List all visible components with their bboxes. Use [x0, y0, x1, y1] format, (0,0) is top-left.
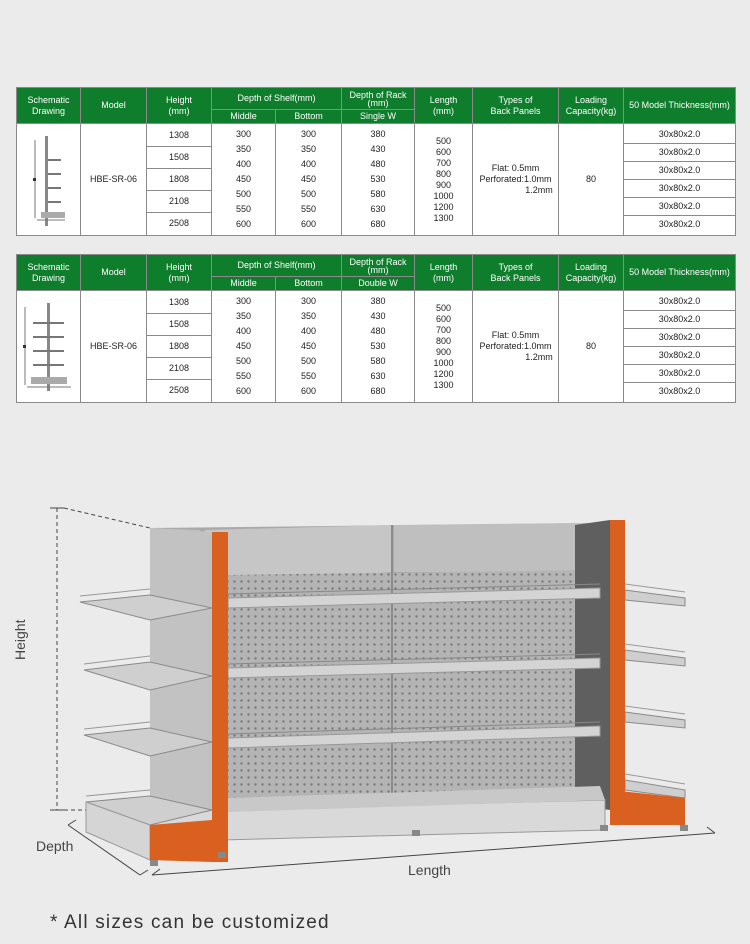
thickness-value: 30x80x2.0	[624, 365, 735, 383]
bottom-depths	[276, 124, 342, 236]
bottom-depth-value: 300	[300, 296, 317, 306]
height-value: 1308	[147, 292, 211, 314]
header-thickness: 50 Model Thickness(mm)	[624, 255, 736, 291]
middle-depth-value: 350	[235, 311, 252, 321]
rack-depth-value: 480	[370, 326, 386, 336]
header-length: Length (mm)	[415, 255, 473, 291]
length-value: 1200	[433, 368, 454, 379]
height-value: 1308	[147, 125, 211, 147]
height-value: 2108	[147, 191, 211, 213]
length-value: 600	[435, 146, 452, 157]
header-depth-shelf: Depth of Shelf(mm)	[212, 255, 342, 277]
schematic-drawing	[17, 291, 81, 403]
length-value: 800	[435, 335, 452, 346]
thickness-value: 30x80x2.0	[624, 383, 735, 401]
middle-depth-value: 300	[235, 296, 252, 306]
loading-capacity: 80	[559, 124, 624, 236]
header-depth-shelf: Depth of Shelf(mm)	[212, 88, 342, 110]
rack-depth-value: 630	[370, 204, 386, 214]
length-value: 500	[435, 302, 452, 313]
rack-type: Double W	[342, 277, 415, 291]
bottom-depth-value: 550	[300, 204, 317, 214]
header-schematic: Schematic Drawing	[17, 88, 81, 124]
middle-depth-value: 500	[235, 356, 252, 366]
bottom-depth-value: 450	[300, 174, 317, 184]
header-height: Height (mm)	[147, 88, 212, 124]
back-panel-types: Flat: 0.5mm Perforated:1.0mm 1.2mm	[473, 291, 559, 403]
bottom-depth-value: 500	[300, 356, 317, 366]
bottom-depths	[276, 291, 342, 403]
length-value: 1300	[433, 212, 454, 223]
bottom-depth-value: 400	[300, 326, 317, 336]
rack-depth-value: 630	[370, 371, 386, 381]
height-value: 1508	[147, 147, 211, 169]
rack-depth-value: 580	[370, 189, 386, 199]
rack-depth-value: 480	[370, 159, 386, 169]
height-value: 2108	[147, 358, 211, 380]
length-value: 900	[435, 179, 452, 190]
header-bottom: Bottom	[276, 277, 342, 291]
middle-depth-value: 500	[235, 189, 252, 199]
length-value: 600	[435, 313, 452, 324]
rack-depth-value: 430	[370, 144, 386, 154]
header-middle: Middle	[212, 110, 276, 124]
schematic-single-icon	[31, 130, 67, 230]
header-back-panels: Types of Back Panels	[473, 255, 559, 291]
header-bottom: Bottom	[276, 110, 342, 124]
rack-depth-value: 430	[370, 311, 386, 321]
middle-depth-value: 450	[235, 174, 252, 184]
rack-depth-value: 530	[370, 174, 386, 184]
middle-depth-value: 400	[235, 159, 252, 169]
header-model: Model	[81, 88, 147, 124]
middle-depth-value: 550	[235, 204, 252, 214]
bottom-depth-value: 600	[300, 386, 317, 396]
model-name: HBE-SR-06	[81, 291, 147, 403]
rack-depth-value: 580	[370, 356, 386, 366]
right-wing-shelves	[625, 590, 685, 798]
middle-depth-value: 600	[235, 386, 252, 396]
thickness-value: 30x80x2.0	[624, 144, 735, 162]
customization-note: * All sizes can be customized	[50, 912, 330, 933]
header-middle: Middle	[212, 277, 276, 291]
right-upright	[610, 520, 625, 825]
thickness-value: 30x80x2.0	[624, 216, 735, 234]
thickness-value: 30x80x2.0	[624, 180, 735, 198]
middle-depth-value: 600	[235, 219, 252, 229]
rack-depth-value: 530	[370, 341, 386, 351]
spec-table-2	[16, 254, 736, 403]
length-value: 700	[435, 157, 452, 168]
bottom-depth-value: 350	[300, 311, 317, 321]
bottom-depth-value: 500	[300, 189, 317, 199]
header-thickness: 50 Model Thickness(mm)	[624, 88, 736, 124]
height-value: 2508	[147, 380, 211, 402]
height-label: Height	[12, 619, 28, 660]
thickness-value: 30x80x2.0	[624, 311, 735, 329]
middle-depth-value: 350	[235, 144, 252, 154]
bottom-depth-value: 300	[300, 129, 317, 139]
middle-depths	[212, 124, 276, 236]
thickness-value: 30x80x2.0	[624, 347, 735, 365]
header-depth-rack: Depth of Rack (mm)	[342, 88, 415, 110]
middle-depth-value: 400	[235, 326, 252, 336]
length-value: 700	[435, 324, 452, 335]
loading-capacity: 80	[559, 291, 624, 403]
length-value: 500	[435, 135, 452, 146]
schematic-double-icon	[19, 297, 79, 397]
bottom-depth-value: 550	[300, 371, 317, 381]
thickness-value: 30x80x2.0	[624, 162, 735, 180]
length-value: 800	[435, 168, 452, 179]
lengths	[415, 124, 473, 236]
length-label: Length	[408, 862, 451, 878]
middle-depth-value: 300	[235, 129, 252, 139]
depth-label: Depth	[36, 838, 74, 854]
rack-type: Single W	[342, 110, 415, 124]
model-name: HBE-SR-06	[81, 124, 147, 236]
middle-depth-value: 550	[235, 371, 252, 381]
length-value: 1000	[433, 190, 454, 201]
height-value: 2508	[147, 213, 211, 235]
middle-depth-value: 450	[235, 341, 252, 351]
header-model: Model	[81, 255, 147, 291]
schematic-drawing	[17, 124, 81, 236]
thickness-value: 30x80x2.0	[624, 198, 735, 216]
bottom-depth-value: 450	[300, 341, 317, 351]
rack-depth-value: 380	[370, 129, 386, 139]
left-upright	[212, 532, 228, 862]
thickness-value: 30x80x2.0	[624, 293, 735, 311]
header-back-panels: Types of Back Panels	[473, 88, 559, 124]
length-value: 900	[435, 346, 452, 357]
middle-depths	[212, 291, 276, 403]
height-value: 1508	[147, 314, 211, 336]
bottom-depth-value: 350	[300, 144, 317, 154]
thickness-value: 30x80x2.0	[624, 329, 735, 347]
spec-table-1	[16, 87, 736, 236]
rack-depth-value: 680	[370, 219, 386, 229]
length-value: 1200	[433, 201, 454, 212]
bottom-depth-value: 600	[300, 219, 317, 229]
thickness-value: 30x80x2.0	[624, 126, 735, 144]
header-length: Length (mm)	[415, 88, 473, 124]
rack-depths	[342, 291, 415, 403]
length-value: 1000	[433, 357, 454, 368]
header-schematic: Schematic Drawing	[17, 255, 81, 291]
height-value: 1808	[147, 336, 211, 358]
height-value: 1808	[147, 169, 211, 191]
bottom-depth-value: 400	[300, 159, 317, 169]
back-panel-types: Flat: 0.5mm Perforated:1.0mm 1.2mm	[473, 124, 559, 236]
rack-depths	[342, 124, 415, 236]
length-value: 1300	[433, 379, 454, 390]
lengths	[415, 291, 473, 403]
rack-depth-value: 680	[370, 386, 386, 396]
header-height: Height (mm)	[147, 255, 212, 291]
header-depth-rack: Depth of Rack (mm)	[342, 255, 415, 277]
shelf-illustration	[0, 480, 750, 905]
header-loading: Loading Capacity(kg)	[559, 88, 624, 124]
rack-depth-value: 380	[370, 296, 386, 306]
header-loading: Loading Capacity(kg)	[559, 255, 624, 291]
